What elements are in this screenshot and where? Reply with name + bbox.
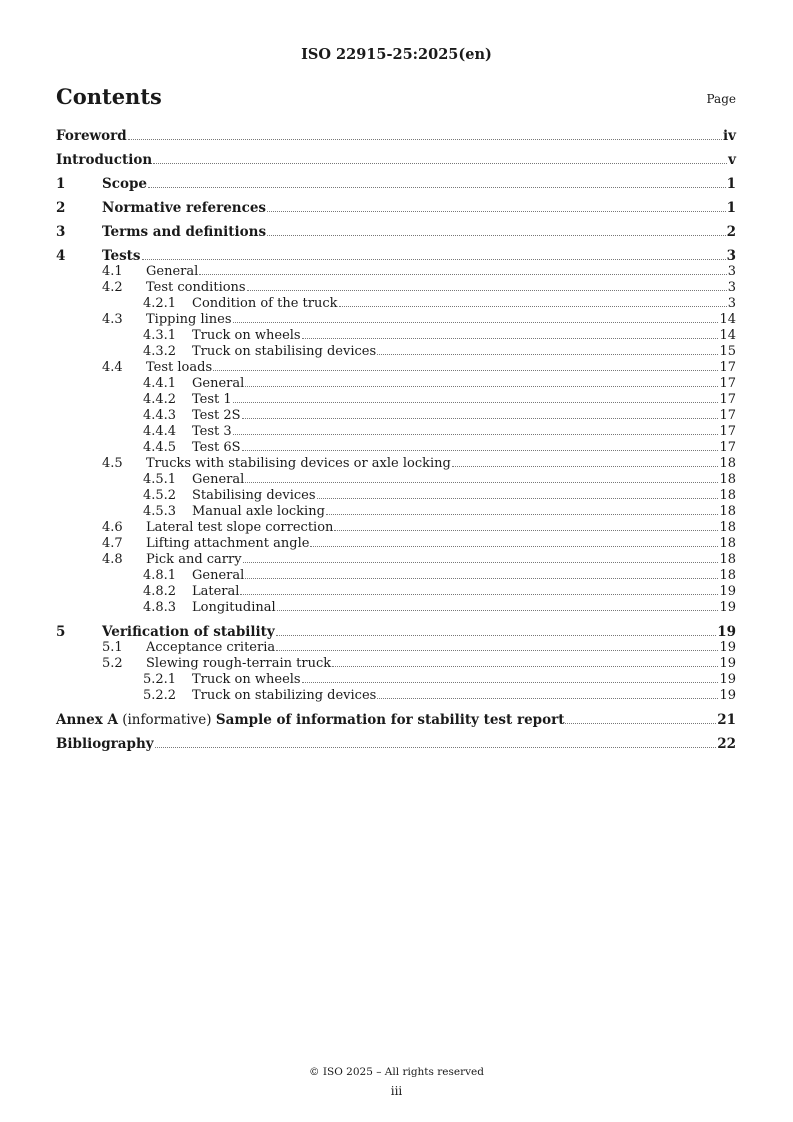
dot-leader <box>245 482 718 483</box>
table-of-contents <box>56 128 736 752</box>
toc-entry-4-1[interactable]: 4.1 General 3 <box>102 264 736 279</box>
dot-leader <box>240 594 718 595</box>
dot-leader <box>565 723 716 724</box>
dot-leader <box>245 578 718 579</box>
toc-entry-4-3-2[interactable]: 4.3.2 Truck on stabilising devices 15 <box>143 344 736 359</box>
dot-leader <box>242 450 719 451</box>
toc-entry-4-6[interactable]: 4.6 Lateral test slope correction 18 <box>102 520 736 535</box>
dot-leader <box>233 434 719 435</box>
annex-title: Sample of information for stability test report <box>215 712 565 728</box>
dot-leader <box>242 418 719 419</box>
toc-entry-4-8-3[interactable]: 4.8.3 Longitudinal 19 <box>143 600 736 615</box>
toc-entry-5-2-1[interactable]: 5.2.1 Truck on wheels 19 <box>143 672 736 687</box>
toc-entry-4-4-5[interactable]: 4.4.5 Test 6S 17 <box>143 440 736 455</box>
dot-leader <box>142 259 726 260</box>
toc-entry-4-8[interactable]: 4.8 Pick and carry 18 <box>102 552 736 567</box>
toc-entry-4-5-2[interactable]: 4.5.2 Stabilising devices 18 <box>143 488 736 503</box>
toc-entry-4-5-1[interactable]: 4.5.1 General 18 <box>143 472 736 487</box>
dot-leader <box>332 666 718 667</box>
toc-entry-4-4[interactable]: 4.4 Test loads 17 <box>102 360 736 375</box>
dot-leader <box>267 211 726 212</box>
toc-entry-4-3-1[interactable]: 4.3.1 Truck on wheels 14 <box>143 328 736 343</box>
toc-entry-5-2[interactable]: 5.2 Slewing rough-terrain truck 19 <box>102 656 736 671</box>
toc-entry-4-4-1[interactable]: 4.4.1 General 17 <box>143 376 736 391</box>
toc-entry-1[interactable]: 1 Scope 1 <box>56 176 736 192</box>
dot-leader <box>302 682 719 683</box>
annex-label: Annex A <box>56 712 118 728</box>
dot-leader <box>267 235 726 236</box>
toc-entry-bibliography[interactable]: Bibliography 22 <box>56 736 736 752</box>
dot-leader <box>276 635 716 636</box>
dot-leader <box>377 354 718 355</box>
toc-entry-5[interactable]: 5 Verification of stability 19 <box>56 624 736 640</box>
toc-entry-introduction[interactable]: Introduction v <box>56 152 736 168</box>
toc-entry-4[interactable]: 4 Tests 3 <box>56 248 736 264</box>
dot-leader <box>310 546 718 547</box>
toc-entry-4-5-3[interactable]: 4.5.3 Manual axle locking 18 <box>143 504 736 519</box>
dot-leader <box>245 386 718 387</box>
dot-leader <box>317 498 719 499</box>
dot-leader <box>243 562 719 563</box>
dot-leader <box>155 747 717 748</box>
dot-leader <box>377 698 718 699</box>
toc-entry-5-2-2[interactable]: 5.2.2 Truck on stabilizing devices 19 <box>143 688 736 703</box>
dot-leader <box>148 187 726 188</box>
dot-leader <box>233 402 719 403</box>
page-number: iii <box>390 1084 403 1098</box>
toc-entry-3[interactable]: 3 Terms and definitions 2 <box>56 224 736 240</box>
dot-leader <box>276 650 718 651</box>
toc-entry-annex-a[interactable]: Annex A (informative) Sample of information for stability test report 21 <box>56 712 736 728</box>
dot-leader <box>452 466 719 467</box>
dot-leader <box>153 163 727 164</box>
contents-title: Contents <box>56 84 162 109</box>
dot-leader <box>247 290 727 291</box>
copyright-footer: © ISO 2025 – All rights reserved <box>309 1066 484 1078</box>
dot-leader <box>128 139 722 140</box>
toc-entry-4-8-1[interactable]: 4.8.1 General 18 <box>143 568 736 583</box>
dot-leader <box>326 514 719 515</box>
dot-leader <box>213 370 718 371</box>
document-header: ISO 22915-25:2025(en) <box>301 46 492 63</box>
toc-entry-4-4-4[interactable]: 4.4.4 Test 3 17 <box>143 424 736 439</box>
toc-entry-foreword[interactable]: Foreword iv <box>56 128 736 144</box>
toc-entry-2[interactable]: 2 Normative references 1 <box>56 200 736 216</box>
dot-leader <box>233 322 719 323</box>
dot-leader <box>334 530 718 531</box>
annex-info: (informative) <box>122 712 212 728</box>
toc-entry-4-5[interactable]: 4.5 Trucks with stabilising devices or axle locking 18 <box>102 456 736 471</box>
toc-entry-4-2[interactable]: 4.2 Test conditions 3 <box>102 280 736 295</box>
dot-leader <box>339 306 727 307</box>
page-column-label: Page <box>706 92 736 106</box>
toc-entry-4-4-3[interactable]: 4.4.3 Test 2S 17 <box>143 408 736 423</box>
toc-entry-4-4-2[interactable]: 4.4.2 Test 1 17 <box>143 392 736 407</box>
dot-leader <box>277 610 719 611</box>
dot-leader <box>199 274 726 275</box>
contents-title-row <box>56 84 736 112</box>
toc-entry-4-7[interactable]: 4.7 Lifting attachment angle 18 <box>102 536 736 551</box>
dot-leader <box>302 338 719 339</box>
toc-entry-5-1[interactable]: 5.1 Acceptance criteria 19 <box>102 640 736 655</box>
toc-entry-4-3[interactable]: 4.3 Tipping lines 14 <box>102 312 736 327</box>
toc-entry-4-2-1[interactable]: 4.2.1 Condition of the truck 3 <box>143 296 736 311</box>
toc-entry-4-8-2[interactable]: 4.8.2 Lateral 19 <box>143 584 736 599</box>
